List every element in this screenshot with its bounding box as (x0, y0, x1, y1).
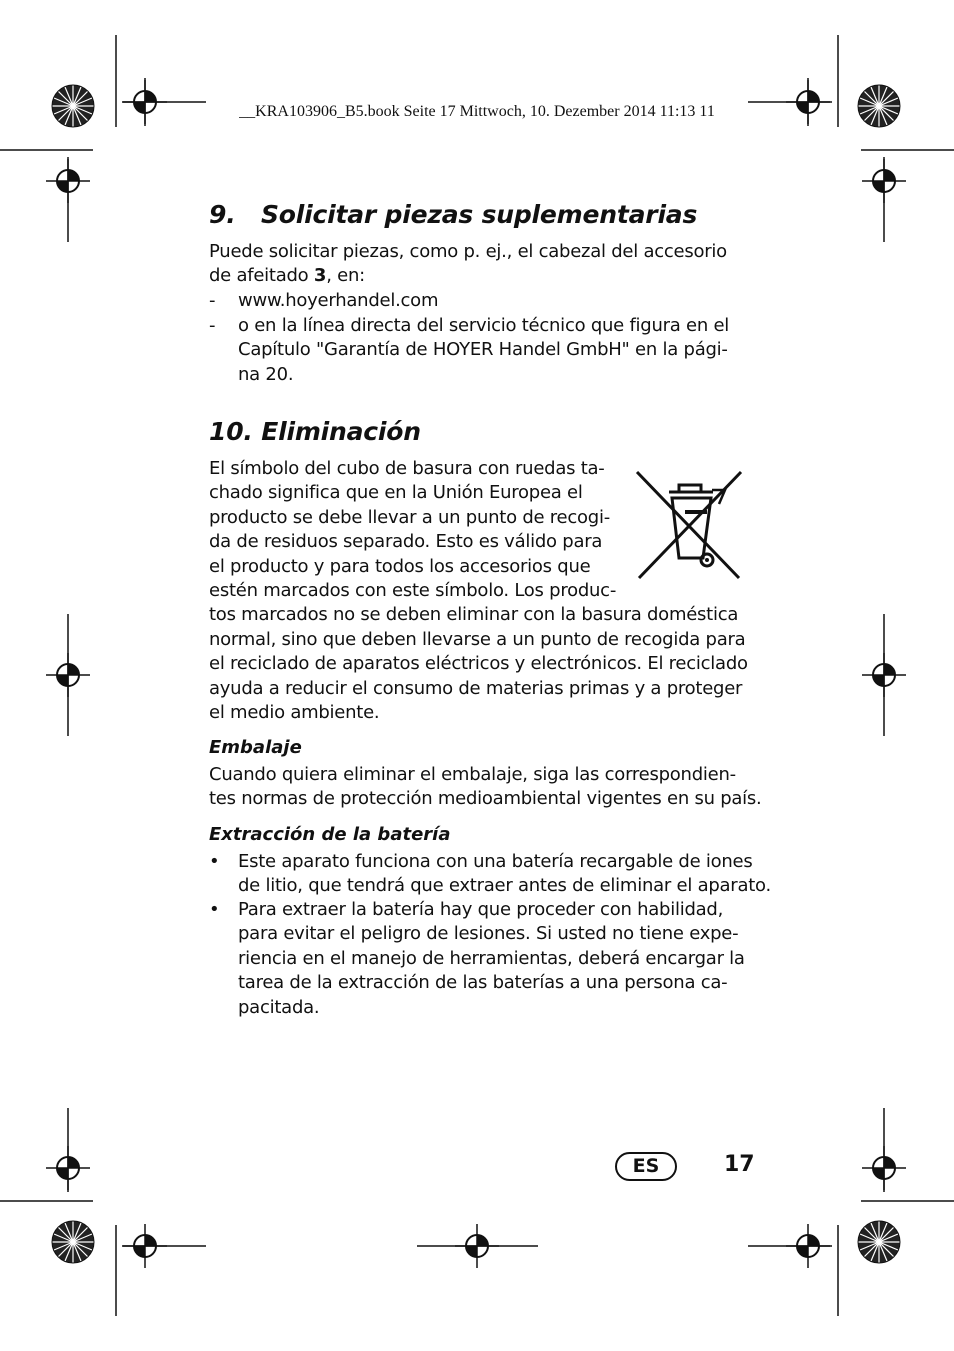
dash-marker: - (209, 315, 216, 336)
part-number: 3 (313, 265, 327, 287)
list-item-text: Este aparato funciona con una batería recargable de iones de litio, que tendrá que extraer antes de eliminar el aparato. (238, 851, 771, 897)
page-number: 17 (724, 1152, 755, 1177)
bullet-marker: • (209, 899, 220, 920)
intro-line: de afeitado 3, en: (209, 265, 365, 287)
list-item-text: o en la línea directa del servicio técnico que figura en el Capítulo "Garantía de HOYER Handel GmbH" en la pági- na 20. (238, 315, 730, 385)
list-item-text: Para extraer la batería hay que proceder con habilidad, para evitar el peligro de lesiones. Si usted no tiene expe- riencia en el manejo de herramientas, deberá encargar la tarea de la extracción de las baterías a una persona ca- pacitada. (238, 899, 745, 1018)
section-10-title: Eliminación (261, 417, 421, 446)
list-item-text: www.hoyerhandel.com (238, 290, 439, 311)
section-10-number: 10. (209, 417, 253, 446)
packaging-paragraph: Cuando quiera eliminar el embalaje, siga las correspondien- tes normas de protección medioambiental vigentes en su país. (209, 764, 762, 810)
language-badge: ES (615, 1152, 677, 1181)
disposal-paragraph: El símbolo del cubo de basura con ruedas ta- chado significa que en la Unión Europea el producto se debe llevar a un punto de recogi- da de residuos separado. Esto es válido para el producto y para todos los accesorios que estén marcados con este símbolo. Los produc- tos marcados no se deben eliminar con la basura doméstica normal, sino que deben llevarse a un punto de recogida para el reciclado de aparatos eléctricos y electrónicos. El reciclado ayuda a reducir el consumo de materias primas y a proteger el medio ambiente. (209, 458, 748, 724)
section-9-number: 9. (209, 200, 236, 229)
intro-line: Puede solicitar piezas, como p. ej., el cabezal del accesorio (209, 241, 727, 262)
dash-marker: - (209, 290, 216, 311)
battery-subheading: Extracción de la batería (209, 824, 451, 845)
packaging-subheading: Embalaje (209, 737, 302, 758)
section-9-title: Solicitar piezas suplementarias (261, 200, 698, 229)
bullet-marker: • (209, 851, 220, 872)
print-header: __KRA103906_B5.book Seite 17 Mittwoch, 10. Dezember 2014 11:13 11 (239, 103, 715, 120)
